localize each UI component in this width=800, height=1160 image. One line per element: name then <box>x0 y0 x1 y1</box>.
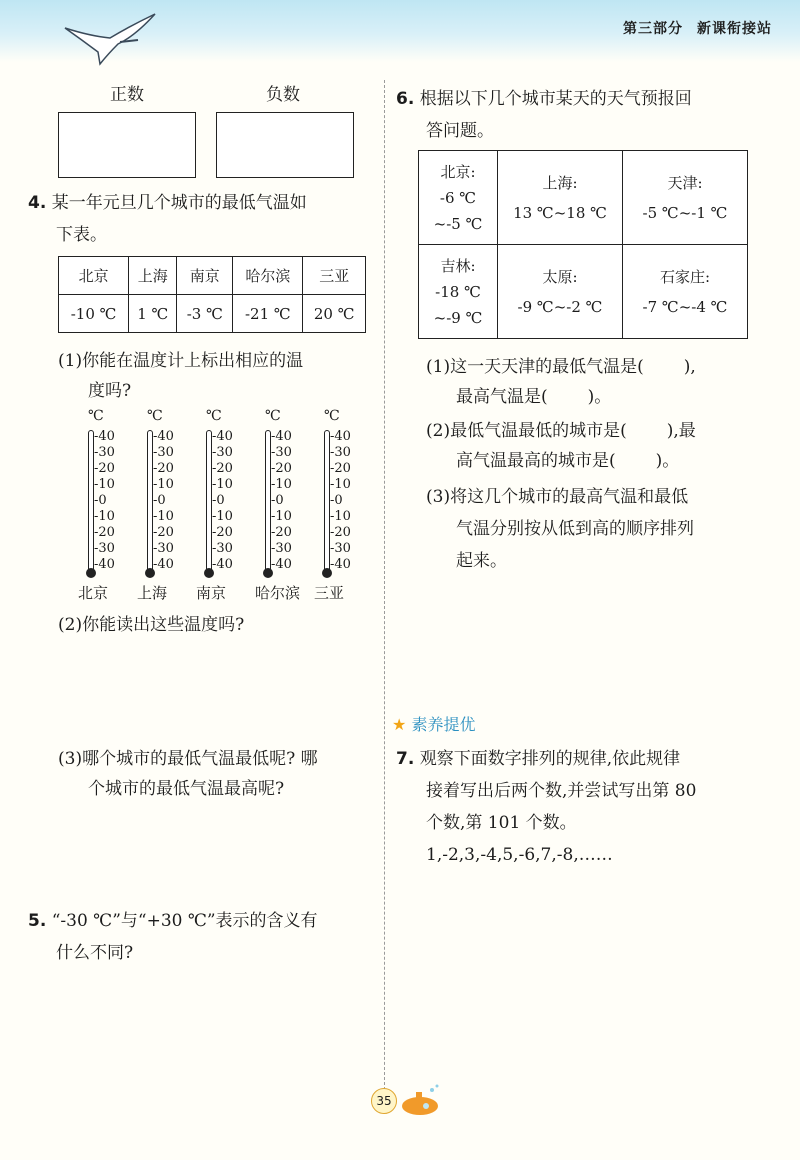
q7-line2: 接着写出后两个数,并尝试写出第 80 <box>426 781 697 801</box>
thermometer-tick-label: -20 <box>271 461 292 476</box>
thermometer-tick-label: -40 <box>153 557 174 572</box>
table-cell: 20 ℃ <box>303 295 366 333</box>
thermometer-tick-label: -20 <box>212 461 233 476</box>
q6-sub1-line2: 最高气温是( )。 <box>456 387 612 407</box>
thermometer-tick-label: -20 <box>212 525 233 540</box>
q6-row-2 <box>419 245 748 339</box>
positive-answer-box[interactable] <box>58 112 196 178</box>
q4-stem-line2: 下表。 <box>56 225 107 245</box>
thermometer-tick-label: -30 <box>153 445 174 460</box>
positive-label: 正数 <box>110 85 144 105</box>
thermometer-tick-label: -10 <box>330 477 351 492</box>
forecast-cell-shijiazhuang: 石家庄: -7 ℃~-4 ℃ <box>623 245 748 339</box>
forecast-cell-jilin: 吉林: -18 ℃ ~-9 ℃ <box>419 245 498 339</box>
thermometer-unit: ℃ <box>206 408 222 424</box>
q6-sub3-line3: 起来。 <box>456 551 507 571</box>
q6-forecast-table <box>418 150 748 339</box>
submarine-icon <box>396 1084 442 1120</box>
thermometer-tick-label: -10 <box>271 477 292 492</box>
thermometer-tick-label: -20 <box>153 461 174 476</box>
q7-line1: 7. 观察下面数字排列的规律,依此规律 <box>396 749 681 769</box>
thermometer-tick-label: -10 <box>330 509 351 524</box>
q6-sub3-line1: (3)将这几个城市的最高气温和最低 <box>426 487 689 507</box>
seagull-icon <box>60 6 170 70</box>
negative-answer-box[interactable] <box>216 112 354 178</box>
q6-stem-line2: 答问题。 <box>426 121 494 141</box>
forecast-cell-tianjin: 天津: -5 ℃~-1 ℃ <box>623 151 748 245</box>
forecast-cell-shanghai: 上海: 13 ℃~18 ℃ <box>498 151 623 245</box>
thermometer-tick-label: -20 <box>94 461 115 476</box>
q4-sub3-line1: (3)哪个城市的最低气温最低呢? 哪 <box>58 749 318 769</box>
thermometer-tick-label: -0 <box>271 493 284 508</box>
thermometer-tick-label: -20 <box>271 525 292 540</box>
forecast-cell-beijing: 北京: -6 ℃ ~-5 ℃ <box>419 151 498 245</box>
thermometer-tick-label: -40 <box>330 429 351 444</box>
q5-number: 5. <box>28 911 47 931</box>
thermometer-tick-label: -0 <box>212 493 225 508</box>
thermometer-tick-label: -30 <box>94 541 115 556</box>
thermometer-tick-label: -40 <box>94 429 115 444</box>
thermometer-tick-label: -30 <box>212 541 233 556</box>
thermometer-tick-label: -30 <box>271 445 292 460</box>
q4-sub1-line1: (1)你能在温度计上标出相应的温 <box>58 351 304 371</box>
thermometer-tick-label: -10 <box>271 509 292 524</box>
q6-sub2-line1: (2)最低气温最低的城市是( ),最 <box>426 421 696 441</box>
thermometer <box>80 408 138 603</box>
q6-row-1 <box>419 151 748 245</box>
thermometer-tick-label: -40 <box>94 557 115 572</box>
thermometer-tick-label: -10 <box>212 477 233 492</box>
thermometer-city-label: 三亚 <box>314 584 345 602</box>
q5-line1: 5. “-30 ℃”与“+30 ℃”表示的含义有 <box>28 911 318 931</box>
q6-number: 6. <box>396 89 415 109</box>
table-cell: 哈尔滨 <box>233 257 303 295</box>
thermometer <box>316 408 374 603</box>
column-divider <box>384 80 385 1100</box>
table-cell: -3 ℃ <box>177 295 233 333</box>
thermometer-tick-label: -10 <box>94 509 115 524</box>
thermometer-tick-label: -40 <box>271 557 292 572</box>
thermometer-unit: ℃ <box>88 408 104 424</box>
thermometer-city-label: 哈尔滨 <box>255 584 301 602</box>
q5-line2: 什么不同? <box>56 943 134 963</box>
thermometer-tick-label: -30 <box>153 541 174 556</box>
thermometer-tick-label: -30 <box>330 541 351 556</box>
thermometer-unit: ℃ <box>324 408 340 424</box>
q4-city-row <box>59 257 366 295</box>
thermometer-tick-label: -10 <box>212 509 233 524</box>
header-section: 新课衔接站 <box>697 21 772 37</box>
table-cell: -10 ℃ <box>59 295 129 333</box>
q4-sub3-line2: 个城市的最低气温最高呢? <box>88 779 285 799</box>
table-cell: 三亚 <box>303 257 366 295</box>
thermometer-tick-label: -30 <box>94 445 115 460</box>
thermometer-tick-label: -20 <box>153 525 174 540</box>
thermometer <box>139 408 197 603</box>
q4-stem-line1: 4. 某一年元旦几个城市的最低气温如 <box>28 193 307 213</box>
thermometer-tick-label: -10 <box>153 509 174 524</box>
thermometer-city-label: 北京 <box>78 584 109 602</box>
q7-number: 7. <box>396 749 415 769</box>
thermometer-tick-label: -30 <box>212 445 233 460</box>
thermometer-tick-label: -30 <box>271 541 292 556</box>
table-cell: 北京 <box>59 257 129 295</box>
thermometer-tick-label: -0 <box>94 493 107 508</box>
page-number: 35 <box>371 1088 397 1114</box>
header-part: 第三部分 <box>623 21 683 37</box>
q6-sub2-line2: 高气温最高的城市是( )。 <box>456 451 680 471</box>
thermometer-city-label: 上海 <box>137 584 168 602</box>
q7-line3: 个数,第 101 个数。 <box>426 813 577 833</box>
thermometer-tick-label: -20 <box>94 525 115 540</box>
q7-sequence: 1,-2,3,-4,5,-6,7,-8,…… <box>426 845 613 865</box>
thermometer-unit: ℃ <box>147 408 163 424</box>
thermometer-city-label: 南京 <box>196 584 227 602</box>
thermometer-group <box>80 408 370 603</box>
negative-label: 负数 <box>266 85 300 105</box>
forecast-cell-taiyuan: 太原: -9 ℃~-2 ℃ <box>498 245 623 339</box>
q6-sub1-line1: (1)这一天天津的最低气温是( ), <box>426 357 696 377</box>
q4-temperature-table <box>58 256 366 333</box>
q4-number: 4. <box>28 193 47 213</box>
star-icon: ★ <box>392 715 407 734</box>
thermometer-tick-label: -40 <box>212 429 233 444</box>
thermometer-tick-label: -10 <box>153 477 174 492</box>
thermometer-tick-label: -40 <box>330 557 351 572</box>
thermometer <box>257 408 315 603</box>
q6-stem-line1: 6. 根据以下几个城市某天的天气预报回 <box>396 89 692 109</box>
thermometer-tick-label: -0 <box>153 493 166 508</box>
table-cell: 1 ℃ <box>129 295 177 333</box>
q4-sub2: (2)你能读出这些温度吗? <box>58 615 245 635</box>
section-badge: ★ 素养提优 <box>392 715 476 734</box>
thermometer-tick-label: -10 <box>94 477 115 492</box>
thermometer-unit: ℃ <box>265 408 281 424</box>
table-cell: -21 ℃ <box>233 295 303 333</box>
table-cell: 上海 <box>129 257 177 295</box>
thermometer-tick-label: -40 <box>153 429 174 444</box>
header-title <box>609 18 772 38</box>
thermometer-tick-label: -0 <box>330 493 343 508</box>
thermometer-tick-label: -30 <box>330 445 351 460</box>
thermometer-tick-label: -20 <box>330 461 351 476</box>
thermometer-tick-label: -40 <box>271 429 292 444</box>
q6-sub3-line2: 气温分别按从低到高的顺序排列 <box>456 519 694 539</box>
table-cell: 南京 <box>177 257 233 295</box>
thermometer-tick-label: -20 <box>330 525 351 540</box>
q4-temp-row <box>59 295 366 333</box>
thermometer-tick-label: -40 <box>212 557 233 572</box>
q4-sub1-line2: 度吗? <box>88 381 132 401</box>
thermometer <box>198 408 256 603</box>
